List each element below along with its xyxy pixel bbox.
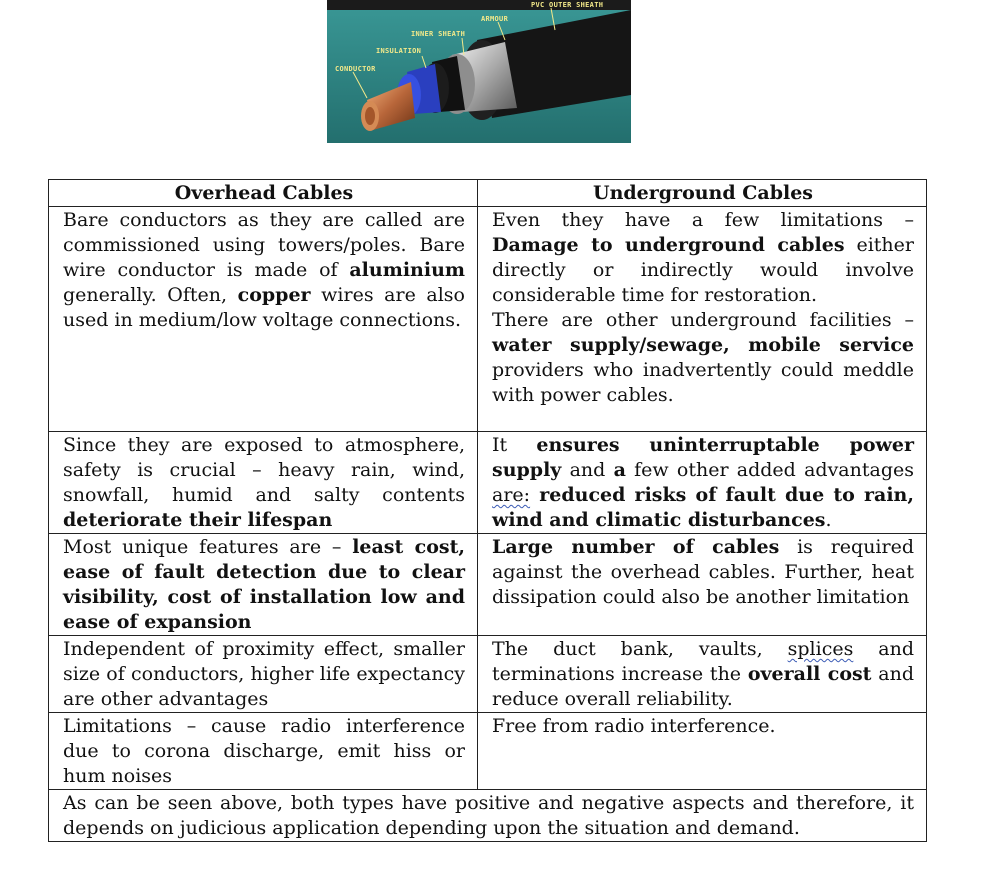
bold-text: Damage to underground cables	[492, 234, 845, 256]
summary-row	[49, 790, 927, 842]
overhead-cell	[49, 432, 478, 534]
cell-text: wires are also used in medium/low voltage connections.	[63, 284, 465, 331]
overhead-cell	[49, 534, 478, 636]
header-underground-cables: Underground Cables	[478, 180, 927, 207]
underground-cell	[478, 207, 927, 432]
cell-text: Most unique features are –	[63, 536, 353, 558]
bold-text: copper	[237, 284, 311, 306]
spellcheck-marked-text: are:	[492, 484, 531, 506]
cell-text: There are other underground facilities –	[492, 309, 914, 331]
cell-text: It	[492, 434, 537, 456]
bold-text: overall cost	[747, 663, 872, 685]
bold-text: reduced risks of fault due to rain, wind and climatic disturbances	[492, 484, 914, 531]
table-row	[49, 207, 927, 432]
cell-text: Independent of proximity effect, smaller size of conductors, higher life expectancy are other advantages	[63, 638, 465, 710]
table-row	[49, 534, 927, 636]
cell-text: Free from radio interference.	[492, 715, 776, 737]
cell-text: .	[825, 509, 832, 531]
overhead-cell	[49, 207, 478, 432]
table-row	[49, 636, 927, 713]
cell-text: Bare conductors as they are called are commissioned using towers/poles. Bare wire conductor is made of	[63, 209, 465, 281]
bold-text: deteriorate their lifespan	[63, 509, 333, 531]
cell-text: and	[561, 459, 614, 481]
label-conductor: CONDUCTOR	[335, 65, 376, 73]
bold-text: ensures uninterruptable power supply	[492, 434, 914, 481]
cell-text: Limitations – cause radio interference due to corona discharge, emit hiss or hum noises	[63, 715, 465, 787]
summary-text: As can be seen above, both types have positive and negative aspects and therefore, it depends on judicious application depending upon the situation and demand.	[49, 790, 927, 842]
table-row	[49, 713, 927, 790]
label-pvc-outer-sheath: PVC OUTER SHEATH	[531, 1, 604, 9]
label-armour: ARMOUR	[481, 15, 509, 23]
cell-text: is required against the overhead cables. Further, heat dissipation could also be another limitation	[492, 536, 915, 608]
cell-text: and terminations increase the	[492, 638, 914, 685]
cell-text: few other added advantages	[625, 459, 914, 481]
bold-text: least cost, ease of fault detection due to clear visibility, cost of installation low and ease of expansion	[63, 536, 465, 633]
label-inner-sheath: INNER SHEATH	[411, 30, 466, 38]
label-insulation: INSULATION	[376, 47, 422, 55]
cell-text: and reduce overall reliability.	[492, 663, 914, 710]
overhead-cell	[49, 713, 478, 790]
cell-text: Even they have a few limitations –	[492, 209, 914, 231]
bold-text: water supply/sewage, mobile service	[492, 334, 914, 356]
underground-cell	[478, 432, 927, 534]
cell-text: generally. Often,	[63, 284, 238, 306]
cell-text: providers who inadvertently could meddle with power cables.	[492, 359, 914, 406]
underground-cell	[478, 534, 927, 636]
bold-text: aluminium	[349, 259, 465, 281]
bold-text: Large number of cables	[492, 536, 780, 558]
comparison-table	[48, 179, 927, 842]
table-header-row	[49, 180, 927, 207]
bold-text: a	[613, 459, 626, 481]
underground-cell	[478, 713, 927, 790]
cell-text: The duct bank, vaults,	[492, 638, 788, 660]
table-row	[49, 432, 927, 534]
header-overhead-cables: Overhead Cables	[49, 180, 478, 207]
cell-text: Since they are exposed to atmosphere, safety is crucial – heavy rain, wind, snowfall, humid and salty contents	[63, 434, 465, 506]
cell-text: either directly or indirectly would involve considerable time for restoration.	[492, 234, 914, 306]
underground-cell	[478, 636, 927, 713]
cable-illustration	[327, 0, 631, 143]
spellcheck-marked-text: splices	[787, 638, 854, 660]
overhead-cell	[49, 636, 478, 713]
